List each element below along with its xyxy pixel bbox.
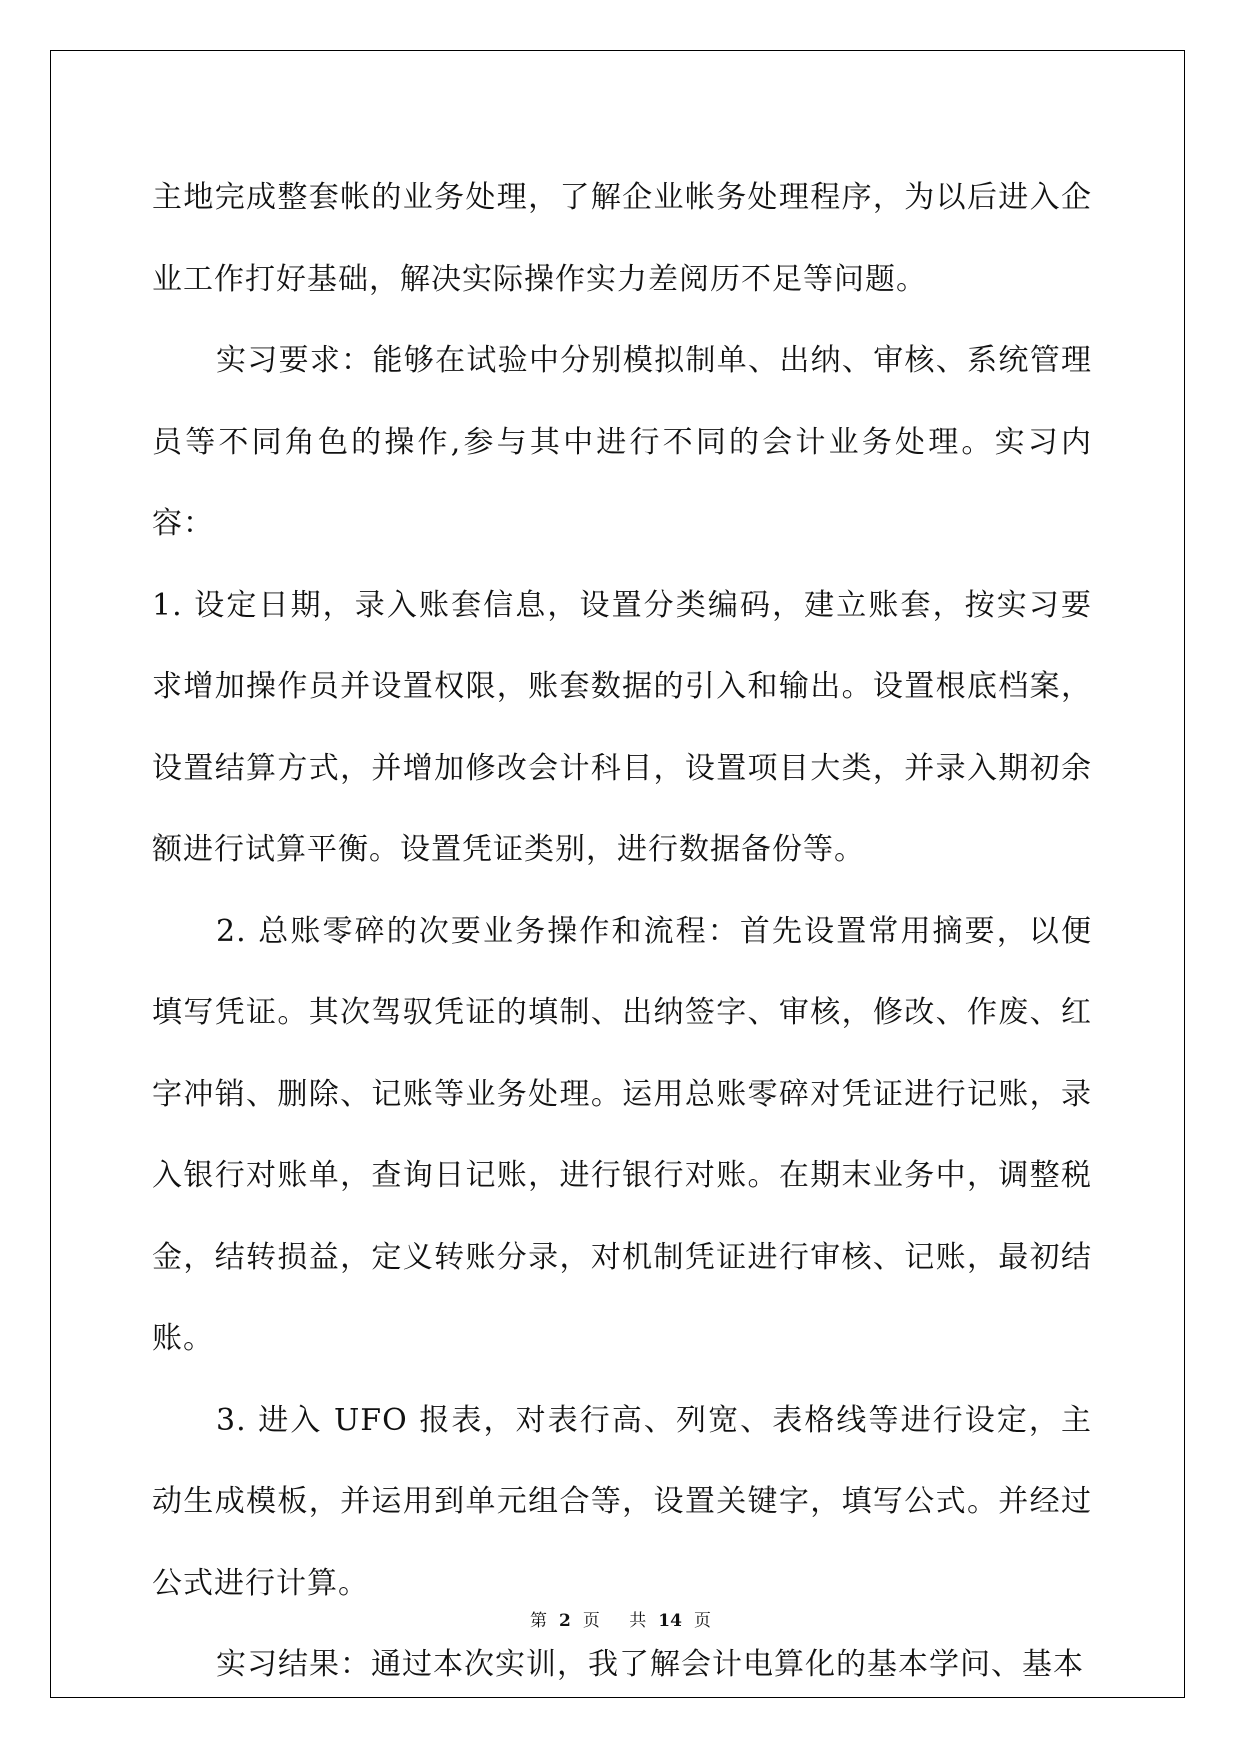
total-indicator [623, 1611, 717, 1631]
paragraph-1: 主地完成整套帐的业务处理，了解企业帐务处理程序，为以后进入企业工作打好基础，解决实际操作实力差阅历不足等问题。 [152, 180, 1092, 297]
paragraph-5: 3. 进入 UFO 报表，对表行高、列宽、表格线等进行设定，主动生成模板，并运用到单元组合等，设置关键字，填写公式。并经过公式进行计算。 [152, 1402, 1092, 1601]
paragraph-6: 实习结果：通过本次实训，我了解会计电算化的基本学问、基本 [216, 1647, 1084, 1682]
total-suffix: 页 [693, 1611, 711, 1631]
page-footer [0, 1606, 1241, 1631]
page-suffix: 页 [582, 1611, 600, 1631]
paragraph-3: 1. 设定日期，录入账套信息，设置分类编码，建立账套，按实习要求增加操作员并设置权限，账套数据的引入和输出。设置根底档案，设置结算方式，并增加修改会计科目，设置项目大类，并录入期初余额进行试算平衡。设置凭证类别，进行数据备份等。 [152, 587, 1092, 867]
total-pages: 14 [658, 1611, 682, 1631]
document-body [152, 157, 1092, 1706]
page-number: 2 [559, 1611, 571, 1631]
total-prefix: 共 [629, 1611, 647, 1631]
paragraph-2: 实习要求：能够在试验中分别模拟制单、出纳、审核、系统管理员等不同角色的操作,参与其中进行不同的会计业务处理。实习内容： [152, 343, 1092, 541]
page-prefix: 第 [530, 1611, 548, 1631]
page-indicator [524, 1611, 606, 1631]
paragraph-4: 2. 总账零碎的次要业务操作和流程：首先设置常用摘要，以便填写凭证。其次驾驭凭证的填制、出纳签字、审核，修改、作废、红字冲销、删除、记账等业务处理。运用总账零碎对凭证进行记账，录入银行对账单，查询日记账，进行银行对账。在期末业务中，调整税金，结转损益，定义转账分录，对机制凭证进行审核、记账，最初结账。 [152, 913, 1092, 1356]
